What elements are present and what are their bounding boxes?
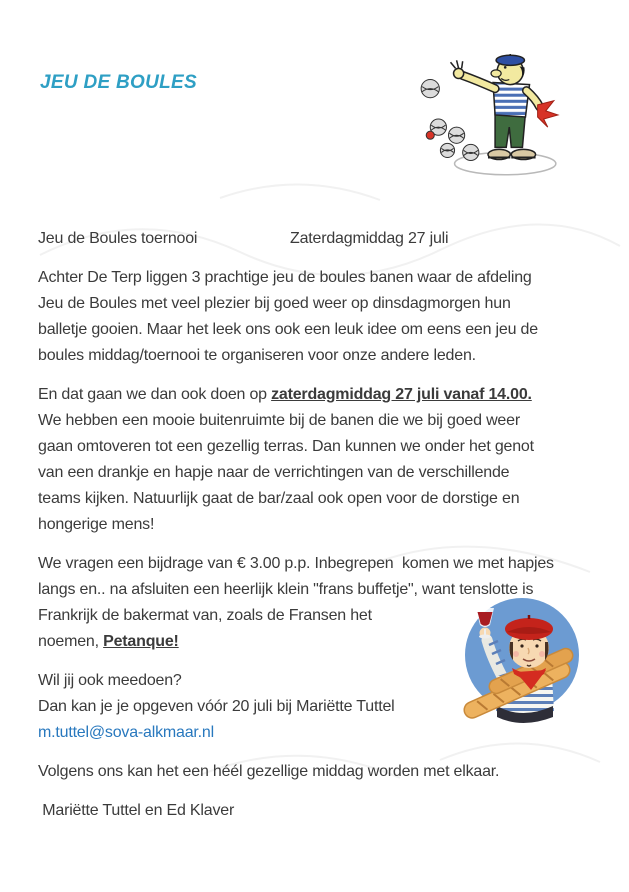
text-segment: teams kijken. Natuurlijk gaat de bar/zaal ook open voor de dorstige en [38,490,520,507]
text-line [38,408,598,434]
email-link[interactable]: m.tuttel@sova-alkmaar.nl [38,724,214,741]
subject-right: Zaterdagmiddag 27 juli [290,230,449,247]
text-line [38,759,598,785]
text-segment: Mariëtte Tuttel en Ed Klaver [38,802,235,819]
text-segment: We vragen een bijdrage van € 3.00 p.p. Inbegrepen komen we met hapjes [38,555,554,572]
text-segment: Frankrijk de bakermat van, zoals de Fransen het [38,607,372,624]
paragraph-intro [38,265,598,369]
text-line [38,343,598,369]
text-line [38,603,598,629]
text-segment: noemen, [38,633,104,650]
text-line [38,291,598,317]
text-segment: En dat gaan we dan ook doen op [38,386,272,403]
emphasized-text: zaterdagmiddag 27 juli vanaf 14.00. [271,386,532,403]
text-line [38,382,598,408]
text-line [38,460,598,486]
page-title: JEU DE BOULES [40,72,197,93]
text-line [38,512,598,538]
text-line [38,551,598,577]
signature [38,798,598,824]
text-segment: boules middag/toernooi te organiseren voor onze andere leden. [38,347,476,364]
text-segment: Volgens ons kan het een héél gezellige middag worden met elkaar. [38,763,500,780]
text-line [38,317,598,343]
text-line [38,668,598,694]
emphasized-text: Petanque! [103,633,179,650]
player-figure [451,54,558,160]
text-line [38,798,598,824]
red-cloth [538,101,558,127]
subject-left: Jeu de Boules toernooi [38,230,198,247]
text-segment: langs en.. na afsluiten een heerlijk klein "frans buffetje", want tenslotte is [38,581,534,598]
text-segment: Achter De Terp liggen 3 prachtige jeu de boules banen waar de afdeling [38,269,532,286]
text-segment: hongerige mens! [38,516,155,533]
text-line [38,486,598,512]
paragraph-signup [38,668,598,746]
boules-on-ground [426,119,479,161]
text-line [38,720,598,746]
text-line [38,265,598,291]
paragraph-closing [38,759,598,785]
text-line [38,629,598,655]
text-segment: gaan omtoveren tot een gezellig terras. Dan kunnen we onder het genot [38,438,534,455]
text-segment: Dan kan je je opgeven vóór 20 juli bij Mariëtte Tuttel [38,698,395,715]
subject-line [38,226,598,252]
text-segment: balletje gooien. Maar het leek ons ook een leuk idee om eens een jeu de [38,321,538,338]
text-segment: van een drankje en hapje naar de verrichtingen van de verschillende [38,464,510,481]
petanque-player-illustration [410,54,568,182]
text-line [38,434,598,460]
flying-boule [421,80,439,98]
text-line [38,694,598,720]
text-segment: We hebben een mooie buitenruimte bij de banen die we bij goed weer [38,412,520,429]
text-segment: Jeu de Boules met veel plezier bij goed weer op dinsdagmorgen hun [38,295,511,312]
document-body [38,226,598,837]
paragraph-contribution [38,551,598,655]
text-segment: Wil jij ook meedoen? [38,672,182,689]
paragraph-date-terrace [38,382,598,538]
text-line [38,577,598,603]
